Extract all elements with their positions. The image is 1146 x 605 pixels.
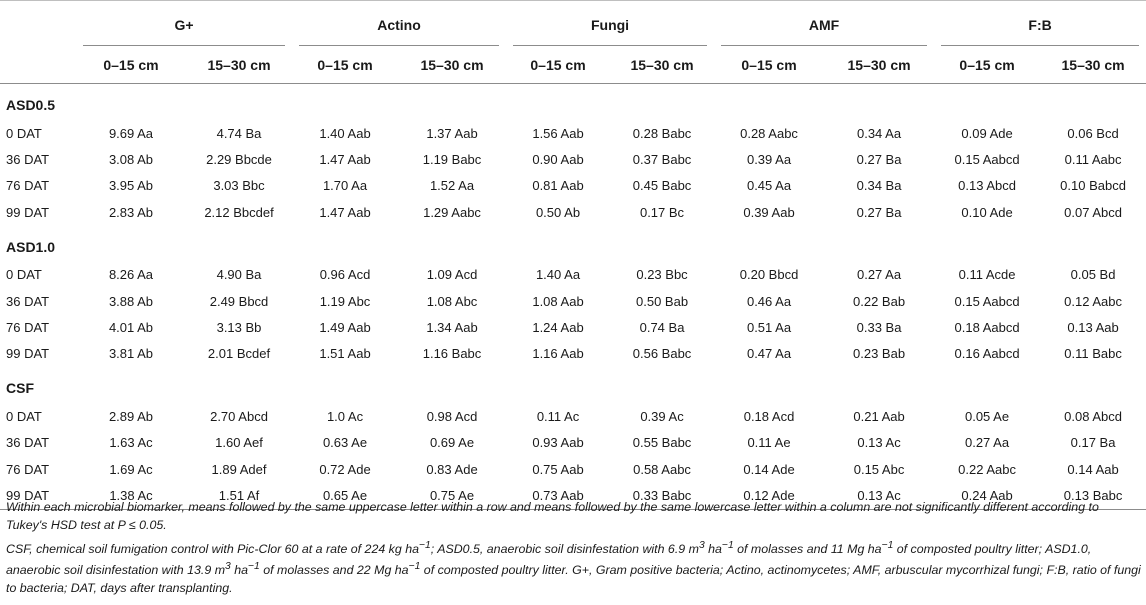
- group-header-actino: Actino: [292, 1, 506, 48]
- table-cell: 0.98 Acd: [426, 408, 478, 424]
- table-cell: 0.75 Aab: [532, 461, 584, 477]
- table-cell: 1.08 Aab: [532, 293, 584, 309]
- table-cell: 0.51 Aa: [746, 320, 792, 336]
- table-cell: 1.60 Aef: [215, 435, 263, 451]
- group-header-fungi: Fungi: [506, 1, 714, 48]
- depth-header-row: [0, 47, 1146, 84]
- table-cell: 0.34 Aa: [856, 125, 902, 141]
- table-cell: 1.89 Adef: [211, 461, 267, 477]
- group-header-amf: AMF: [714, 1, 934, 48]
- table-cell: 1.16 Aab: [532, 346, 584, 362]
- table-cell: 0.13 Ac: [857, 435, 901, 451]
- table-cell: 2.83 Ab: [108, 204, 154, 220]
- table-cell: 2.01 Bcdef: [207, 346, 271, 362]
- table-cell: 0.08 Abcd: [1064, 408, 1122, 424]
- table-cell: 0.74 Ba: [639, 320, 685, 336]
- table-cell: 0.65 Ae: [322, 487, 368, 503]
- table-cell: 0.27 Aa: [964, 435, 1010, 451]
- table-cell: 1.0 Ac: [326, 408, 364, 424]
- table-cell: 3.03 Bbc: [213, 178, 265, 194]
- table-row: [0, 341, 1146, 367]
- table-cell: 0.39 Ac: [640, 408, 684, 424]
- row-label: 36 DAT: [6, 435, 50, 451]
- table-cell: 0.37 Babc: [632, 152, 692, 168]
- table-cell: 2.89 Ab: [108, 408, 154, 424]
- table-cell: 9.69 Aa: [108, 125, 154, 141]
- table-cell: 1.63 Ac: [109, 435, 153, 451]
- table-cell: 0.10 Ade: [961, 204, 1013, 220]
- table-cell: 0.45 Babc: [632, 178, 692, 194]
- depth-header: 15–30 cm: [630, 57, 694, 73]
- section-label: ASD0.5: [6, 97, 56, 113]
- table-cell: 0.69 Ae: [429, 435, 475, 451]
- table-cell: 1.38 Ac: [109, 487, 153, 503]
- table-cell: 1.47 Aab: [319, 152, 371, 168]
- row-label: 36 DAT: [6, 152, 50, 168]
- table-cell: 0.13 Ac: [857, 487, 901, 503]
- table-cell: 0.14 Ade: [743, 461, 795, 477]
- section-row: [0, 84, 1146, 121]
- table-cell: 0.81 Aab: [532, 178, 584, 194]
- table-cell: 0.05 Bd: [1070, 267, 1116, 283]
- table-row: [0, 146, 1146, 172]
- table-cell: 0.20 Bbcd: [739, 267, 799, 283]
- table-cell: 0.27 Ba: [856, 152, 902, 168]
- table-cell: 0.39 Aab: [743, 204, 795, 220]
- table-footnotes: [0, 498, 1142, 600]
- row-label: 99 DAT: [6, 346, 50, 362]
- table-cell: 0.22 Bab: [853, 293, 906, 309]
- table-cell: 0.23 Bbc: [636, 267, 688, 283]
- table-cell: 3.13 Bb: [216, 320, 262, 336]
- table-cell: 0.11 Aabc: [1064, 152, 1122, 168]
- table-cell: 0.63 Ae: [322, 435, 368, 451]
- section-row: [0, 367, 1146, 403]
- row-label: 0 DAT: [6, 408, 42, 424]
- table-cell: 0.96 Acd: [319, 267, 371, 283]
- table-cell: 0.90 Aab: [532, 152, 584, 168]
- table-cell: 0.27 Aa: [856, 267, 902, 283]
- depth-header: 15–30 cm: [420, 57, 484, 73]
- row-label: 99 DAT: [6, 204, 50, 220]
- table-row: [0, 456, 1146, 482]
- table-cell: 0.24 Aab: [961, 487, 1013, 503]
- table-cell: 1.49 Aab: [319, 320, 371, 336]
- row-label: 76 DAT: [6, 320, 50, 336]
- row-label: 36 DAT: [6, 293, 50, 309]
- table-cell: 0.47 Aa: [746, 346, 792, 362]
- table-cell: 1.70 Aa: [322, 178, 368, 194]
- table-cell: 0.15 Aabcd: [954, 152, 1020, 168]
- table-cell: 3.81 Ab: [108, 346, 154, 362]
- table-cell: 0.18 Aabcd: [954, 320, 1020, 336]
- table-cell: 0.15 Abc: [853, 461, 905, 477]
- table-row: [0, 173, 1146, 199]
- table-row: [0, 199, 1146, 225]
- depth-header: 15–30 cm: [207, 57, 271, 73]
- table-cell: 0.56 Babc: [632, 346, 692, 362]
- table-cell: 0.55 Babc: [632, 435, 692, 451]
- row-label: 99 DAT: [6, 487, 50, 503]
- table-cell: 0.11 Ac: [536, 408, 580, 424]
- table-cell: 0.33 Ba: [856, 320, 902, 336]
- table-cell: 0.07 Abcd: [1064, 204, 1122, 220]
- table-cell: 2.29 Bbcde: [206, 152, 272, 168]
- table-cell: 1.24 Aab: [532, 320, 584, 336]
- group-header-fb: F:B: [934, 1, 1146, 48]
- table-cell: 0.05 Ae: [964, 408, 1010, 424]
- table-cell: 0.12 Aabc: [1064, 293, 1122, 309]
- table-cell: 0.13 Abcd: [958, 178, 1016, 194]
- table-cell: 0.22 Aabc: [958, 461, 1016, 477]
- table-cell: 3.08 Ab: [108, 152, 154, 168]
- table-cell: 1.37 Aab: [426, 125, 478, 141]
- depth-header: 0–15 cm: [959, 57, 1015, 73]
- table-cell: 0.13 Aab: [1067, 320, 1119, 336]
- table-cell: 0.10 Babcd: [1060, 178, 1126, 194]
- depth-header: 15–30 cm: [847, 57, 911, 73]
- table-cell: 0.06 Bcd: [1067, 125, 1119, 141]
- table-cell: 1.29 Aabc: [423, 204, 481, 220]
- table-cell: 2.49 Bbcd: [209, 293, 269, 309]
- row-label: 76 DAT: [6, 461, 50, 477]
- table-cell: 1.69 Ac: [109, 461, 153, 477]
- group-header-row: [0, 1, 1146, 48]
- table-cell: 1.19 Abc: [319, 293, 371, 309]
- table-row: [0, 120, 1146, 146]
- depth-header: 15–30 cm: [1061, 57, 1125, 73]
- table-cell: 0.83 Ade: [426, 461, 478, 477]
- table-cell: 1.51 Aab: [319, 346, 371, 362]
- table-row: [0, 288, 1146, 314]
- table-cell: 0.28 Aabc: [740, 125, 798, 141]
- table-row: [0, 403, 1146, 429]
- table-row: [0, 430, 1146, 456]
- table-cell: 0.72 Ade: [319, 461, 371, 477]
- table-cell: 0.13 Babc: [1063, 487, 1123, 503]
- table-cell: 0.17 Ba: [1070, 435, 1116, 451]
- table-row: [0, 314, 1146, 340]
- table-row: [0, 262, 1146, 288]
- table-cell: 1.51 Af: [218, 487, 260, 503]
- table-cell: 0.75 Ae: [429, 487, 475, 503]
- table-cell: 8.26 Aa: [108, 267, 154, 283]
- table-cell: 0.39 Aa: [746, 152, 792, 168]
- row-label: 76 DAT: [6, 178, 50, 194]
- table-cell: 0.73 Aab: [532, 487, 584, 503]
- table-body: [0, 84, 1146, 510]
- table-cell: 0.18 Acd: [743, 408, 795, 424]
- table-cell: 3.95 Ab: [108, 178, 154, 194]
- table-cell: 0.46 Aa: [746, 293, 792, 309]
- depth-header: 0–15 cm: [103, 57, 159, 73]
- table-cell: 1.56 Aab: [532, 125, 584, 141]
- table-cell: 1.40 Aab: [319, 125, 371, 141]
- table-cell: 0.21 Aab: [853, 408, 905, 424]
- table-cell: 0.14 Aab: [1067, 461, 1119, 477]
- table-cell: 1.09 Acd: [426, 267, 478, 283]
- table-cell: 4.90 Ba: [216, 267, 262, 283]
- table-cell: 2.70 Abcd: [210, 408, 268, 424]
- table-cell: 1.52 Aa: [429, 178, 475, 194]
- footnote-statistics: Within each microbial biomarker, means followed by the same uppercase letter within a row and means followed by the same lowercase letter within a column are not significantly different according to Tukey's HSD test at P ≤ 0.05.: [6, 500, 1099, 532]
- table-cell: 0.17 Bc: [639, 204, 685, 220]
- section-row: [0, 226, 1146, 262]
- table-cell: 1.34 Aab: [426, 320, 478, 336]
- depth-header: 0–15 cm: [741, 57, 797, 73]
- table-cell: 0.27 Ba: [856, 204, 902, 220]
- table-cell: 1.40 Aa: [535, 267, 581, 283]
- table-cell: 0.11 Babc: [1064, 346, 1122, 362]
- table-cell: 0.15 Aabcd: [954, 293, 1020, 309]
- table-cell: 4.74 Ba: [216, 125, 262, 141]
- table-cell: 0.34 Ba: [856, 178, 902, 194]
- section-label: ASD1.0: [6, 238, 56, 255]
- table-cell: 2.12 Bbcdef: [204, 204, 274, 220]
- depth-header: 0–15 cm: [317, 57, 373, 73]
- table-cell: 4.01 Ab: [108, 320, 154, 336]
- table-cell: 1.47 Aab: [319, 204, 371, 220]
- corner-cell-sub: [0, 47, 76, 84]
- table-cell: 1.19 Babc: [422, 152, 482, 168]
- table-cell: 1.16 Babc: [422, 346, 482, 362]
- row-label: 0 DAT: [6, 125, 42, 141]
- table-cell: 1.08 Abc: [426, 293, 478, 309]
- table-cell: 0.11 Acde: [958, 267, 1016, 283]
- table-cell: 0.23 Bab: [853, 346, 906, 362]
- table-cell: 0.93 Aab: [532, 435, 584, 451]
- table-cell: 0.11 Ae: [747, 435, 791, 451]
- depth-header: 0–15 cm: [530, 57, 586, 73]
- corner-cell: [0, 1, 76, 48]
- section-label: CSF: [6, 380, 34, 397]
- table-cell: 0.58 Aabc: [633, 461, 691, 477]
- table-cell: 0.33 Babc: [632, 487, 692, 503]
- table-cell: 0.50 Bab: [636, 293, 689, 309]
- table-cell: 0.16 Aabcd: [954, 346, 1020, 362]
- table-cell: 0.12 Ade: [743, 487, 795, 503]
- table-cell: 0.28 Babc: [632, 125, 692, 141]
- table-cell: 3.88 Ab: [108, 293, 154, 309]
- row-label: 0 DAT: [6, 267, 42, 283]
- table-cell: 0.45 Aa: [746, 178, 792, 194]
- group-header-gplus: G+: [76, 1, 292, 48]
- table-cell: 0.50 Ab: [535, 204, 581, 220]
- footnote-abbreviations: CSF, chemical soil fumigation control with Pic-Clor 60 at a rate of 224 kg $ha^{-1}$; ASD0.5, anaerobic soil disinfestation with 6.9 $m^3$ $ha^{-1}$ of molasses and 11 Mg $ha^{-1}$ of composted poultry litter; ASD1.0, anaerobic soil disinfestation with 13.9 $m^3$ $ha^{-1}$ of molasses and 22 Mg $ha^{-1}$ of composted poultry litter. G+, Gram positive bacteria; Actino, actinomycetes; AMF, arbuscular mycorrhizal fungi; F:B, ratio of fungi to bacteria; DAT, days after transplanting.: [6, 540, 1141, 596]
- table-cell: 0.09 Ade: [961, 125, 1013, 141]
